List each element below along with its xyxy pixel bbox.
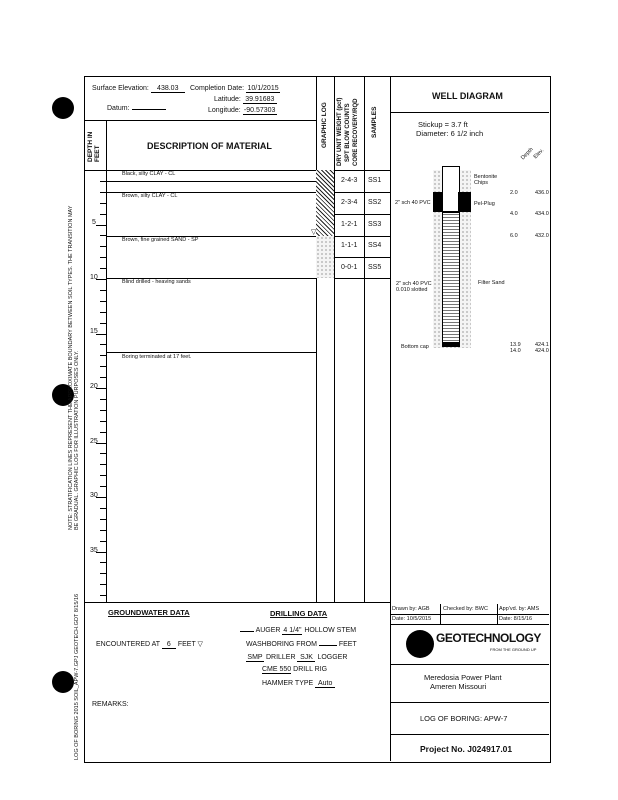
binder-hole-3 (52, 671, 74, 693)
depth-tick (96, 225, 106, 226)
geotechnology-logo-icon (406, 630, 434, 658)
depth-tick (100, 508, 106, 509)
latitude-value: 39.91683 (243, 96, 277, 104)
depth-tick (100, 323, 106, 324)
well-reading-elev: 424.0 (535, 348, 549, 354)
depth-tick (100, 366, 106, 367)
layer-description: Black, silty CLAY - CL (122, 171, 176, 177)
well-depth-header: Depth (520, 146, 535, 162)
well-reading-elev: 436.0 (535, 190, 549, 196)
checked-by: Checked by: BWC (443, 606, 488, 612)
approved-by: App'vd. by: AMS (499, 606, 540, 612)
drilling-rig: CME 550 DRILL RIG (262, 666, 328, 673)
well-reading-depth: 13.9 (510, 342, 521, 348)
depth-label-10: 10 (90, 274, 98, 281)
depth-tick (100, 377, 106, 378)
sample-blows: 0-0-1 (341, 264, 358, 271)
well-reading-depth: 6.0 (510, 233, 518, 239)
latitude: Latitude: 39.91683 (214, 96, 277, 104)
depth-label-15: 15 (90, 328, 98, 335)
remarks-label: REMARKS: (92, 701, 129, 708)
depth-tick (100, 486, 106, 487)
depth-tick (100, 562, 106, 563)
layer-description: Brown, fine grained SAND - SP (122, 237, 199, 243)
file-note: LOG OF BORING 2015 SOIL_APW-7.GPJ GEOTECH.GDT 8/15/16 (74, 593, 80, 760)
depth-tick (100, 421, 106, 422)
project-owner: Ameren Missouri (430, 682, 487, 691)
depth-tick (100, 214, 106, 215)
depth-tick (100, 464, 106, 465)
well-label: Bentonite Chips (474, 174, 498, 186)
date-drawn: Date: 10/5/2015 (392, 616, 432, 622)
depth-tick (100, 530, 106, 531)
drilling-hammer: HAMMER TYPE Auto (262, 680, 335, 688)
depth-label-20: 20 (90, 383, 98, 390)
well-elev-header: Elev. (532, 147, 546, 161)
well-label: Pel-Plug (474, 201, 495, 207)
depth-label-25: 25 (90, 438, 98, 445)
well-label: Bottom cap (401, 344, 429, 350)
sample-blows: 1-2-1 (341, 221, 358, 228)
surface-elevation: Surface Elevation: 438.03 (92, 85, 185, 93)
core-recovery-header: CORE RECOVERY/RQD (353, 98, 359, 166)
longitude-value: -90.57303 (243, 107, 276, 114)
depth-tick (100, 312, 106, 313)
well-reading-elev: 424.1 (535, 342, 549, 348)
sample-id: SS3 (368, 221, 382, 228)
datum-value (132, 109, 166, 110)
well-diagram-title: WELL DIAGRAM (432, 91, 503, 101)
project-name: Meredosia Power Plant (424, 673, 502, 682)
well-label: 2" sch 40 PVC 0.010 slotted (396, 281, 432, 293)
well-reading-depth: 4.0 (510, 211, 518, 217)
depth-tick (100, 541, 106, 542)
sample-blows: 2-4-3 (341, 177, 358, 184)
completion-date: Completion Date: 10/1/2015 (190, 85, 279, 92)
depth-tick (100, 290, 106, 291)
drilling-washboring: WASHBORING FROM FEET (246, 641, 357, 648)
drilling-crew: SMP DRILLER SJK LOGGER (247, 654, 348, 661)
drawn-by: Drawn by: AGB (392, 606, 430, 612)
well-reading-depth: 2.0 (510, 190, 518, 196)
graphic-log-header: GRAPHIC LOG (321, 102, 328, 148)
log-title: LOG OF BORING: APW-7 (420, 714, 508, 723)
sample-id: SS2 (368, 199, 382, 206)
well-label: 2" sch 40 PVC (395, 200, 431, 206)
well-stickup: Stickup = 3.7 ft (418, 120, 468, 129)
depth-tick (100, 399, 106, 400)
completion-date-value: 10/1/2015 (247, 85, 279, 92)
side-note: NOTE: STRATIFICATION LINES REPRESENT THE APPROXIMATE BOUNDARY BETWEEN SOIL TYPES. THE TRANSITION MAY BE GRADUAL. GRAPHIC LOG FOR ILLUSTRATION PURPOSES ONLY. (68, 205, 80, 530)
layer-description: Boring terminated at 17 feet. (122, 354, 192, 360)
depth-tick (100, 246, 106, 247)
well-reading-elev: 434.0 (535, 211, 549, 217)
depth-tick (96, 170, 106, 171)
depth-label-35: 35 (90, 547, 98, 554)
layer-description: Blind drilled - heaving sands (122, 279, 191, 285)
well-reading-elev: 432.0 (535, 233, 549, 239)
depth-label-30: 30 (90, 492, 98, 499)
well-reading-depth: 14.0 (510, 348, 521, 354)
sample-id: SS4 (368, 242, 382, 249)
dry-unit-weight-header: DRY UNIT WEIGHT (pcf) (337, 97, 343, 166)
groundwater-title: GROUNDWATER DATA (108, 608, 190, 617)
depth-tick (100, 301, 106, 302)
well-diameter: Diameter: 6 1/2 inch (416, 129, 484, 138)
project-number: Project No. J024917.01 (420, 744, 513, 754)
samples-header: SAMPLES (371, 106, 378, 138)
graphic-log-sand (316, 236, 334, 278)
surface-elevation-value: 438.03 (151, 85, 185, 93)
depth-tick (100, 268, 106, 269)
depth-tick (100, 432, 106, 433)
depth-tick (100, 257, 106, 258)
depth-header: DEPTH IN FEET (87, 131, 101, 162)
slotted-screen (442, 212, 460, 344)
bentonite-seal (433, 192, 442, 212)
longitude: Longitude: -90.57303 (208, 107, 276, 114)
depth-tick (100, 203, 106, 204)
spt-header: SPT BLOW COUNTS (345, 103, 351, 162)
depth-tick (100, 355, 106, 356)
date-approved: Date: 8/15/16 (499, 616, 533, 622)
sample-id: SS1 (368, 177, 382, 184)
depth-tick (100, 573, 106, 574)
depth-tick (100, 595, 106, 596)
sample-blows: 2-3-4 (341, 199, 358, 206)
company-name: GEOTECHNOLOGY (436, 631, 541, 645)
sample-id: SS5 (368, 264, 382, 271)
well-label: Filter Sand (478, 280, 505, 286)
depth-tick (100, 453, 106, 454)
depth-label-5: 5 (92, 219, 96, 226)
depth-tick (100, 475, 106, 476)
groundwater-encountered: ENCOUNTERED AT 6 FEET ▽ (96, 641, 203, 648)
sample-blows: 1-1-1 (341, 242, 358, 249)
drilling-auger: AUGER 4 1/4" HOLLOW STEM (240, 627, 356, 635)
groundwater-depth: 6 (162, 641, 176, 649)
bottom-cap-icon (442, 342, 460, 347)
binder-hole-1 (52, 97, 74, 119)
drilling-title: DRILLING DATA (270, 609, 328, 618)
layer-description: Brown, silty CLAY - CL (122, 193, 178, 199)
company-tagline: FROM THE GROUND UP (490, 647, 537, 652)
depth-tick (100, 584, 106, 585)
depth-tick (100, 410, 106, 411)
depth-tick (100, 519, 106, 520)
datum: Datum: (107, 105, 166, 112)
description-header: DESCRIPTION OF MATERIAL (147, 141, 272, 151)
bentonite-seal (458, 192, 471, 212)
water-level-icon: ▽ (311, 229, 317, 236)
depth-tick (100, 344, 106, 345)
graphic-log-clay (316, 170, 334, 236)
